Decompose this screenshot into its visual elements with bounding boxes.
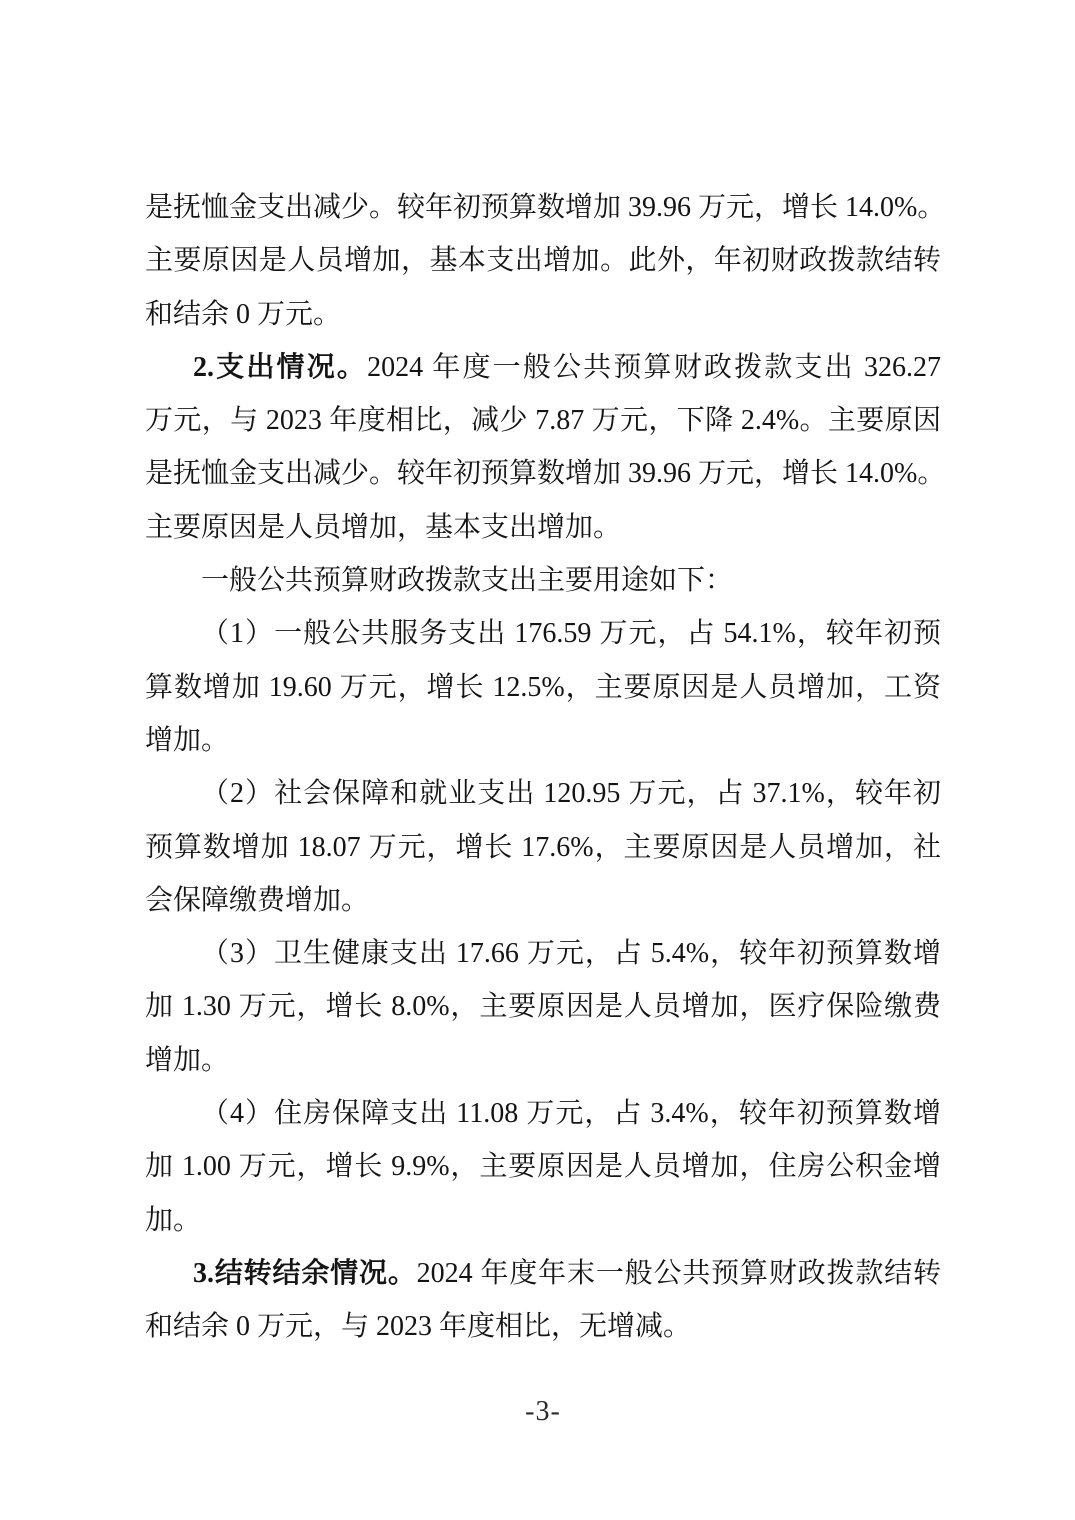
text-line: [145, 288, 941, 341]
text-segment: 2024 年度一般公共预算财政拨款支出 326.27: [367, 351, 941, 383]
text-line: [145, 874, 941, 927]
text-line: [145, 501, 941, 554]
text-segment: （4）住房保障支出 11.08 万元，占 3.4%，较年初预算数增: [201, 1098, 941, 1130]
text-line: [145, 661, 941, 714]
text-segment: 加 1.30 万元，增长 8.0%，主要原因是人员增加，医疗保险缴费: [145, 991, 941, 1023]
text-line: [145, 1247, 941, 1300]
page-number: -3-: [525, 1396, 561, 1427]
text-line: [145, 1300, 941, 1353]
text-line: [145, 1140, 941, 1193]
text-line: [145, 927, 941, 980]
text-segment: 是抚恤金支出减少。较年初预算数增加 39.96 万元，增长 14.0%。: [145, 458, 946, 490]
text-line: [145, 1194, 941, 1247]
bold-heading-segment: 3.结转结余情况。: [193, 1257, 417, 1289]
text-line: [145, 394, 941, 447]
text-segment: 加。: [145, 1204, 202, 1236]
text-segment: 是抚恤金支出减少。较年初预算数增加 39.96 万元，增长 14.0%。: [145, 192, 946, 223]
text-segment: 增加。: [145, 1044, 230, 1076]
text-line: [145, 821, 941, 874]
text-line: [145, 554, 941, 607]
text-segment: 和结余 0 万元，与 2023 年度相比，无增减。: [145, 1311, 692, 1343]
text-segment: 2024 年度年末一般公共预算财政拨款结转: [416, 1257, 941, 1289]
text-segment: 主要原因是人员增加，基本支出增加。: [145, 511, 622, 543]
text-line: [145, 234, 941, 287]
text-segment: （1）一般公共服务支出 176.59 万元，占 54.1%，较年初预: [201, 618, 941, 650]
text-line: [145, 607, 941, 660]
text-line: [145, 1087, 941, 1140]
text-line: [145, 447, 946, 500]
text-segment: 算数增加 19.60 万元，增长 12.5%，主要原因是人员增加，工资: [145, 671, 941, 703]
text-line: [145, 714, 941, 767]
text-segment: 加 1.00 万元，增长 9.9%，主要原因是人员增加，住房公积金增: [145, 1151, 941, 1183]
text-line: [145, 341, 941, 394]
text-line: [145, 767, 941, 820]
text-line: [145, 181, 946, 234]
text-line: [145, 1034, 941, 1087]
text-segment: 主要原因是人员增加，基本支出增加。此外，年初财政拨款结转: [145, 245, 941, 277]
text-segment: 和结余 0 万元。: [145, 298, 342, 330]
bold-heading-segment: 2.支出情况。: [193, 351, 368, 383]
text-segment: 增加。: [145, 724, 230, 756]
text-segment: 一般公共预算财政拨款支出主要用途如下：: [201, 565, 734, 597]
text-segment: 万元，与 2023 年度相比，减少 7.87 万元，下降 2.4%。主要原因: [145, 405, 941, 437]
text-segment: （3）卫生健康支出 17.66 万元，占 5.4%，较年初预算数增: [201, 938, 941, 970]
text-segment: 预算数增加 18.07 万元，增长 17.6%，主要原因是人员增加，社: [145, 831, 941, 863]
document-body: [145, 181, 946, 1354]
text-line: [145, 980, 941, 1033]
text-segment: （2）社会保障和就业支出 120.95 万元，占 37.1%，较年初: [201, 778, 941, 810]
text-segment: 会保障缴费增加。: [145, 884, 370, 916]
